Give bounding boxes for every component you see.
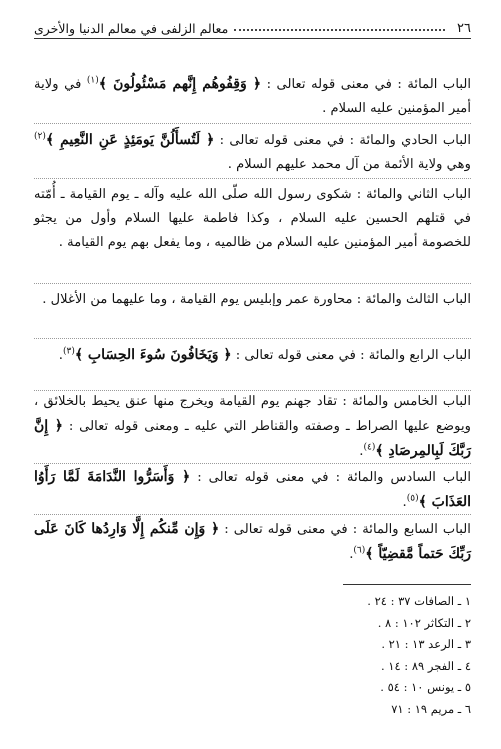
quran-verse: ﴿ وَيَخَافُونَ سُوءَ الحِسَابِ ﴾ xyxy=(74,347,232,363)
footnote-ref: (٢) xyxy=(34,131,46,142)
entry-rest: . xyxy=(349,547,354,562)
running-title: معالم الزلفى في معالم الدنيا والأخرى xyxy=(34,21,229,36)
entry-rest: . xyxy=(359,444,364,459)
quran-verse: ﴿ لَتُسأَلُنَّ يَومَئِذٍ عَنِ النَّعِيمِ ﴾ xyxy=(45,132,215,148)
quran-verse: ﴿ إِنَّ رَبَّكَ لَبِالمِرصَادِ ﴾ xyxy=(34,418,471,459)
footnotes-list xyxy=(231,591,471,720)
entry-separator xyxy=(34,283,471,284)
entry-separator xyxy=(34,178,471,179)
entry-separator xyxy=(34,338,471,339)
chapter-entry xyxy=(34,343,471,368)
footnote-item: ١ ـ الصافات ٣٧ : ٢٤ . xyxy=(367,594,471,608)
footnote-ref: (١) xyxy=(86,75,99,86)
quran-verse: ﴿ وَقِفُوهُم إِنَّهم مَسْئُولُونَ ﴾ xyxy=(98,76,262,92)
quran-verse: ﴿ وَإِن مِّنكُم إِلَّا وَارِدُها كَانَ عَلَى رَبِّكَ حَتماً مَّقضِيّاً ﴾ xyxy=(34,521,471,562)
chapter-entry xyxy=(34,288,471,312)
footnote-ref: (٥) xyxy=(406,493,419,504)
chapter-entry xyxy=(34,390,471,464)
footnote-ref: (٤) xyxy=(363,442,376,453)
chapter-entry xyxy=(34,183,471,255)
entry-lead: الباب السابع والمائة : في معنى قوله تعالى : xyxy=(219,522,471,537)
footnote-rule xyxy=(343,584,471,585)
quran-verse: ﴿ وَأَسَرُّوا النَّدَامَةَ لَمَّا رَأَوُا العَذَابَ ﴾ xyxy=(34,469,471,510)
page-header xyxy=(34,14,471,36)
footnote-item: ٣ ـ الرعد ١٣ : ٢١ . xyxy=(381,637,471,651)
entry-text: الباب الثالث والمائة : محاورة عمر وإبليس يوم القيامة ، وما عليهما من الأغلال . xyxy=(42,292,471,307)
entry-separator xyxy=(34,514,471,515)
footnote-ref: (٣) xyxy=(62,346,75,357)
chapter-entry xyxy=(34,517,471,567)
entry-separator xyxy=(34,123,471,124)
chapter-entry xyxy=(34,72,471,121)
entry-lead: الباب الحادي والمائة : في معنى قوله تعالى : xyxy=(214,133,471,148)
footnote-item: ٤ ـ الفجر ٨٩ : ١٤ . xyxy=(380,658,471,673)
entry-lead: الباب المائة : في معنى قوله تعالى : xyxy=(261,77,471,92)
entry-rest: وهي ولاية الأئمة من آل محمد عليهم السلام . xyxy=(227,157,471,172)
footnote-item: ٥ ـ يونس ١٠ : ٥٤ . xyxy=(380,680,471,694)
entry-rest: . xyxy=(402,495,407,510)
page-number: ٢٦ xyxy=(457,21,471,36)
entry-lead: الباب السادس والمائة : في معنى قوله تعالى : xyxy=(190,470,471,485)
chapter-entry xyxy=(34,465,471,515)
entry-separator xyxy=(34,463,471,464)
footnote-ref: (٦) xyxy=(353,545,366,556)
footnote-item: ٢ ـ التكاثر ١٠٢ : ٨ . xyxy=(377,615,471,630)
entry-rest: في ولاية أمير المؤمنين عليه السلام . xyxy=(34,77,471,116)
entry-lead: الباب الرابع والمائة : في معنى قوله تعالى : xyxy=(231,348,471,363)
chapter-entry xyxy=(34,128,471,177)
header-dot-leader xyxy=(234,29,445,31)
entry-lead: الباب الخامس والمائة : تقاد جهنم يوم القيامة ويخرج منها عنق يحيط بالخلائق ، ويوضع عليها الصراط ـ وصفته والقناطر التي عليه ـ ومعنى قوله تعالى : xyxy=(34,394,472,434)
footnote-item: ٦ ـ مريم ١٩ : ٧١ xyxy=(391,701,471,716)
header-rule xyxy=(34,38,471,39)
entry-rest: . xyxy=(58,348,63,363)
entry-text: الباب الثاني والمائة : شكوى رسول الله صلّى الله عليه وآله ـ يوم القيامة ـ أُمّته في قتلهم الحسين عليه السلام ، وكذا فاطمة عليها السلام وأول من يجثو للخصومة أمير المؤمنين عليه السلام من ظالميه ، وما يفعل بهم يوم القيامة . xyxy=(34,187,471,250)
